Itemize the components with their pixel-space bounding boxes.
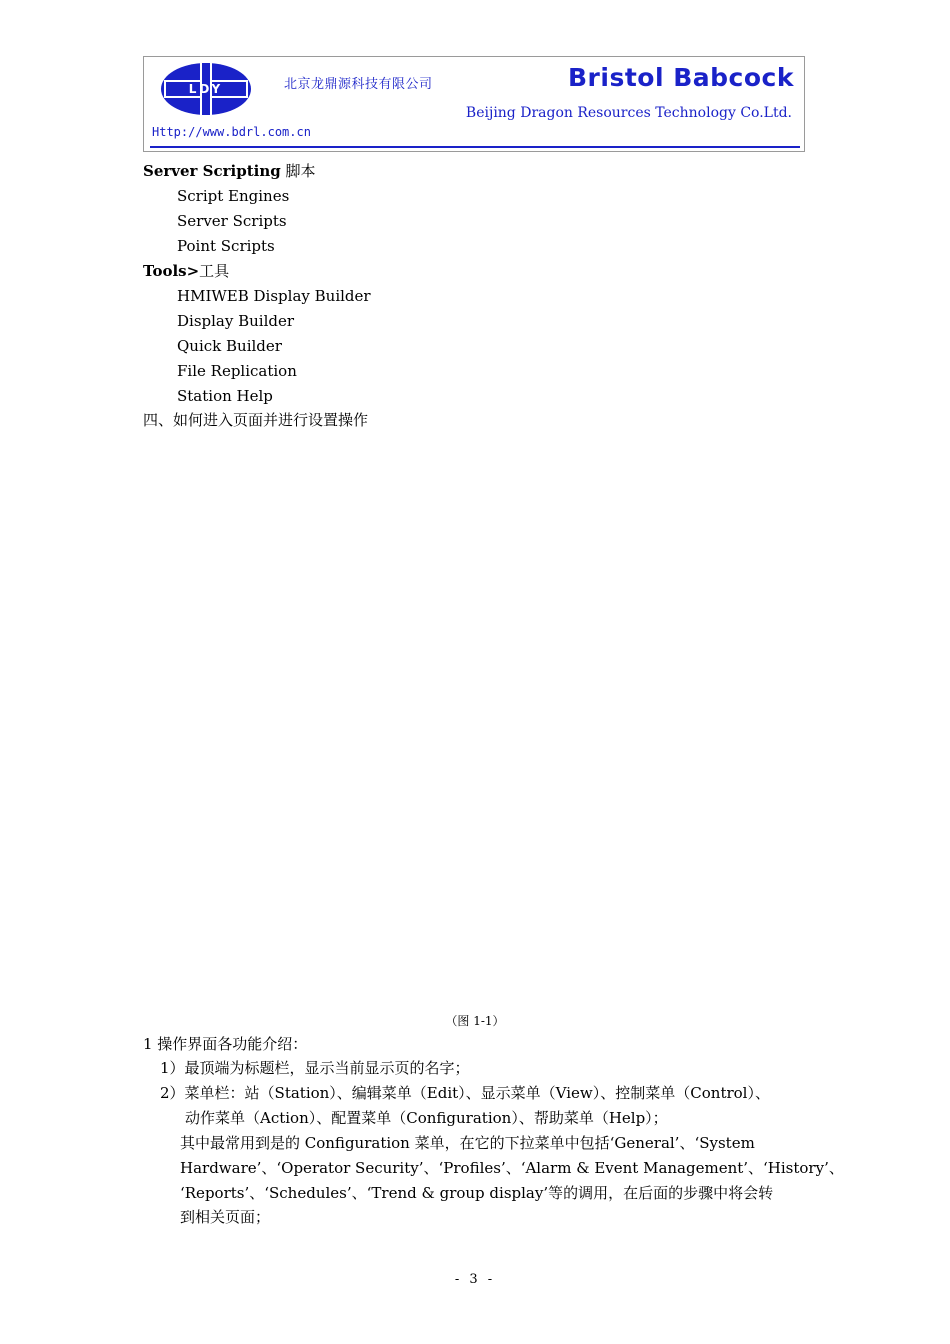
- intro-item-1: 1）最顶端为标题栏，显示当前显示页的名字；: [160, 1059, 470, 1077]
- page-header: [143, 56, 805, 152]
- intro-paragraph-line: 到相关页面；: [180, 1208, 271, 1226]
- list-item: HMIWEB Display Builder: [177, 287, 371, 305]
- figure-caption: （图 1-1）: [445, 1014, 505, 1028]
- company-name-cn: 北京龙鼎源科技有限公司: [284, 77, 433, 92]
- section-heading-4: 四、如何进入页面并进行设置操作: [143, 411, 369, 429]
- company-url: Http://www.bdrl.com.cn: [152, 125, 311, 139]
- intro-paragraph-line: 其中最常用到是的 Configuration 菜单，在它的下拉菜单中包括‘General’、‘System: [180, 1134, 755, 1152]
- list-item: Server Scripts: [177, 212, 287, 230]
- server-scripting-heading: Server Scripting 脚本: [143, 162, 316, 180]
- intro-item-2: 2）菜单栏：站（Station）、编辑菜单（Edit）、显示菜单（View）、控制菜单（Control）、: [160, 1084, 770, 1102]
- brand-subtitle: Beijing Dragon Resources Technology Co.Ltd.: [465, 105, 792, 121]
- intro-item-2-cont: 动作菜单（Action）、配置菜单（Configuration）、帮助菜单（Help）；: [185, 1109, 668, 1127]
- list-item: File Replication: [177, 362, 297, 380]
- list-item: Station Help: [177, 387, 273, 405]
- page-number: - 3 -: [454, 1272, 496, 1287]
- tools-heading: Tools>工具: [143, 262, 230, 280]
- brand-name: Bristol Babcock: [568, 63, 794, 92]
- header-rule: [150, 146, 800, 148]
- ldy-logo-icon: [158, 61, 254, 117]
- intro-paragraph-line: Hardware’、‘Operator Security’、‘Profiles’、‘Alarm & Event Management’、‘History’、: [180, 1159, 844, 1177]
- intro-title: 1 操作界面各功能介绍：: [143, 1035, 308, 1053]
- list-item: Point Scripts: [177, 237, 275, 255]
- logo-text: LDY: [188, 82, 224, 96]
- list-item: Script Engines: [177, 187, 290, 205]
- list-item: Quick Builder: [177, 337, 282, 355]
- list-item: Display Builder: [177, 312, 295, 330]
- intro-paragraph-line: ‘Reports’、‘Schedules’、‘Trend & group display’等的调用，在后面的步骤中将会转: [180, 1184, 774, 1202]
